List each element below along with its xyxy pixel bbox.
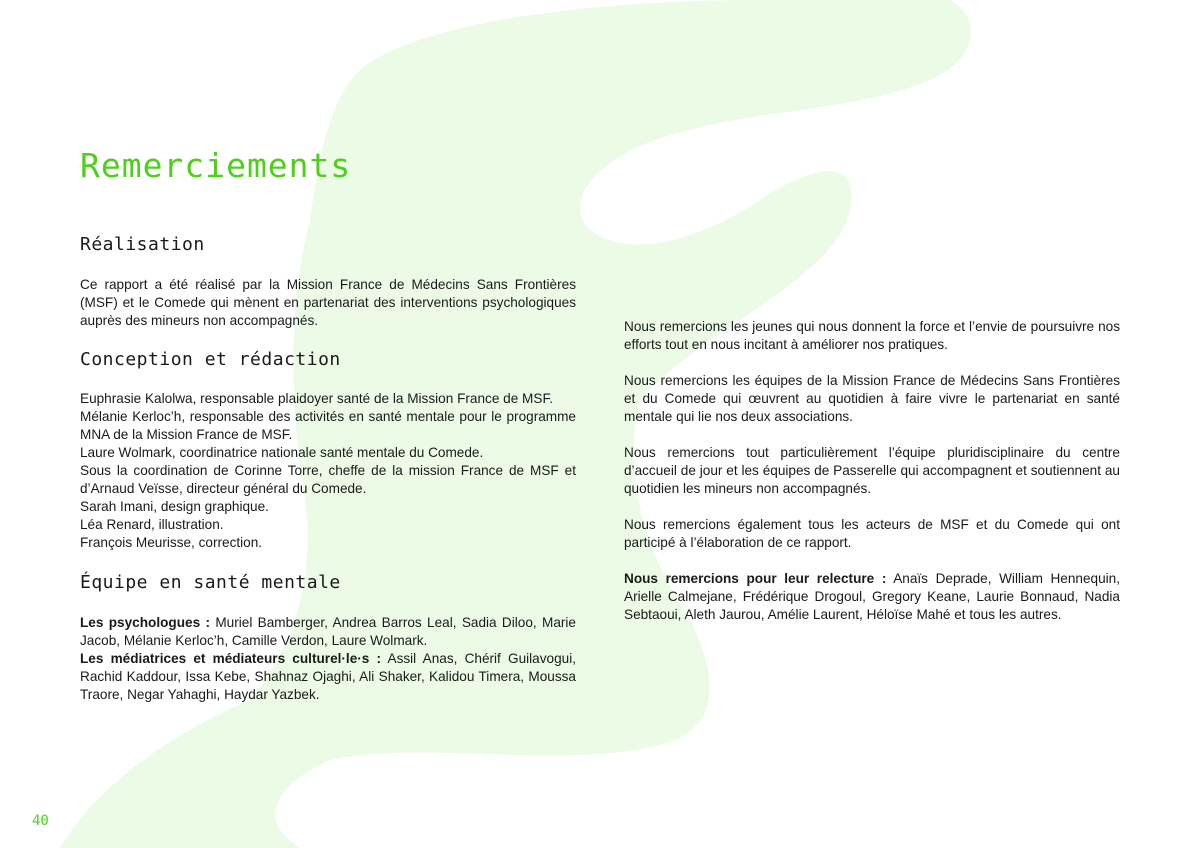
psychologues-names: Muriel Bamberger, Andrea Barros Leal, Sadia Diloo, Marie Jacob, Mélanie Kerloc’h, Camille Verdon, Laure Wolmark. [80,615,576,648]
credit-line: Mélanie Kerloc’h, responsable des activités en santé mentale pour le programme MNA de la Mission France de MSF. [80,409,576,442]
credit-line: Laure Wolmark, coordinatrice nationale santé mentale du Comede. [80,445,484,460]
thanks-paragraph: Nous remercions les équipes de la Mission France de Médecins Sans Frontières et du Comede qui œuvrent au quotidien à faire vivre le partenariat en santé mentale qui lie nos deux associations. [624,373,1120,424]
thanks-column [624,318,1120,624]
relecture-label: Nous remercions pour leur relecture : [624,571,887,586]
realisation-text-block [80,276,576,330]
page-number: 40 [32,813,49,829]
page-title: Remerciements [80,146,352,185]
mediateurs-names: Assil Anas, Chérif Guilavogui, Rachid Kaddour, Issa Kebe, Shahnaz Ojaghi, Ali Shaker, Kalidou Timera, Moussa Traore, Negar Yahaghi, Haydar Yazbek. [80,651,577,702]
thanks-paragraph: Nous remercions les jeunes qui nous donnent la force et l’envie de poursuivre nos efforts tout en nous incitant à améliorer nos pratiques. [624,319,1120,352]
credit-line: Sarah Imani, design graphique. [80,499,269,514]
equipe-text-block [80,614,576,704]
relecture-names: Anaïs Deprade, William Hennequin, Arielle Calmejane, Frédérique Drogoul, Gregory Keane, Laurie Bonnaud, Nadia Sebtaoui, Aleth Jaurou, Amélie Laurent, Héloïse Mahé et tous les autres. [624,571,1121,622]
psychologues-paragraph [80,614,576,650]
conception-text-block [80,390,576,552]
mediateurs-label: Les médiatrices et médiateurs culturel·le·s : [80,651,382,666]
psychologues-label: Les psychologues : [80,615,210,630]
mediateurs-paragraph [80,650,576,704]
credit-line: Sous la coordination de Corinne Torre, cheffe de la mission France de MSF et d’Arnaud Veïsse, directeur général du Comede. [80,463,576,496]
section-heading-equipe: Équipe en santé mentale [80,572,341,593]
section-heading-realisation: Réalisation [80,234,205,255]
section-heading-conception: Conception et rédaction [80,349,341,370]
thanks-paragraph: Nous remercions également tous les acteurs de MSF et du Comede qui ont participé à l’élaboration de ce rapport. [624,517,1120,550]
credit-line: Léa Renard, illustration. [80,517,224,532]
credit-line: François Meurisse, correction. [80,535,263,550]
thanks-paragraph: Nous remercions tout particulièrement l’équipe pluridisciplinaire du centre d’accueil de jour et les équipes de Passerelle qui accompagnent et soutiennent au quotidien les mineurs non accompagnés. [624,445,1120,496]
realisation-paragraph: Ce rapport a été réalisé par la Mission France de Médecins Sans Frontières (MSF) et le Comede qui mènent en partenariat des interventions psychologiques auprès des mineurs non accompagnés. [80,277,576,328]
relecture-paragraph [624,570,1120,624]
credit-line: Euphrasie Kalolwa, responsable plaidoyer santé de la Mission France de MSF. [80,391,554,406]
